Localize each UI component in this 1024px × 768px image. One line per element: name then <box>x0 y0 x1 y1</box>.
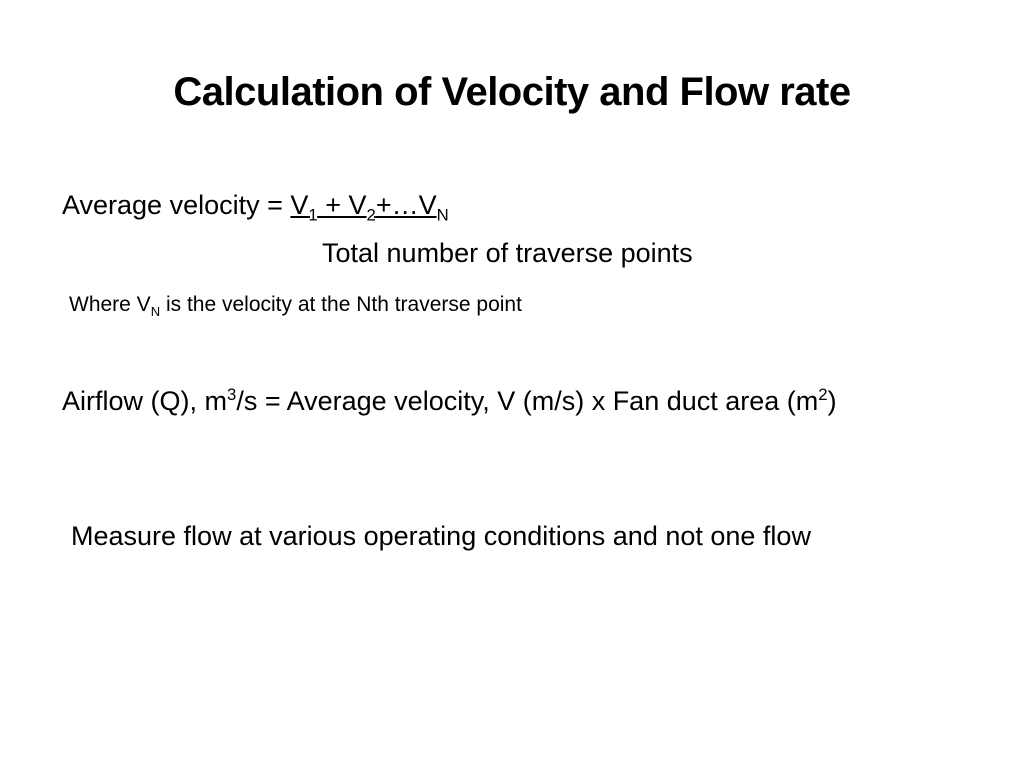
subscript-2: 2 <box>366 205 376 225</box>
where-subscript-n: N <box>150 304 161 320</box>
slide-title: Calculation of Velocity and Flow rate <box>173 70 851 114</box>
superscript-2: 2 <box>818 385 828 404</box>
measure-note: Measure flow at various operating conditions and not one flow <box>71 521 811 551</box>
airflow-middle: /s = Average velocity, V (m/s) x Fan duct area (m <box>236 386 819 416</box>
average-velocity-label: Average velocity = <box>62 190 291 220</box>
numerator-plus-v2: + V <box>317 190 367 220</box>
formula-numerator <box>290 190 449 225</box>
airflow-prefix: Airflow (Q), m <box>62 386 227 416</box>
formula-denominator: Total number of traverse points <box>322 238 693 268</box>
airflow-suffix: ) <box>827 386 837 416</box>
superscript-3: 3 <box>227 385 237 404</box>
subscript-1: 1 <box>308 205 318 225</box>
numerator-ellipsis-vn: +…V <box>375 190 437 220</box>
subscript-n: N <box>436 205 449 225</box>
where-note <box>69 293 522 320</box>
numerator-v1: V <box>290 190 309 220</box>
average-velocity-formula <box>62 190 449 225</box>
airflow-formula <box>62 386 837 417</box>
where-suffix: is the velocity at the Nth traverse point <box>160 293 522 316</box>
where-prefix: Where V <box>69 293 151 316</box>
